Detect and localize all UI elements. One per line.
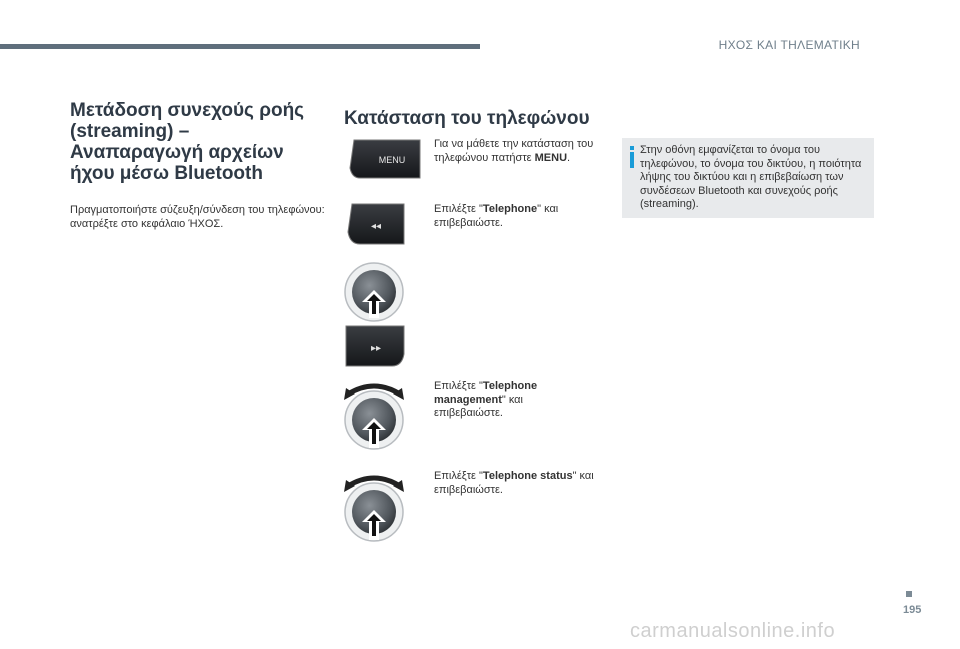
rewind-symbol: ◂◂ — [370, 221, 382, 232]
knob-rotate-press-icon — [344, 380, 410, 452]
watermark: carmanualsonline.info — [630, 620, 836, 642]
streaming-title: Μετάδοση συνεχούς ροής (streaming) – Αναπαραγωγή αρχείων ήχου μέσω Bluetooth — [70, 100, 305, 184]
step-telephone-management-text: Επιλέξτε "Telephone management" και επιβεβαιώστε. — [434, 380, 538, 419]
streaming-paragraph: Πραγματοποιήστε σύζευξη/σύνδεση του τηλεφώνου: ανατρέξτε στο κεφάλαιο ΉΧΟΣ. — [70, 204, 325, 230]
page-number: 195 — [903, 604, 922, 616]
step-menu-text: Για να μάθετε την κατάσταση του τηλεφώνου πατήστε MENU. — [434, 138, 594, 164]
page-marker — [906, 591, 912, 597]
info-icon — [630, 146, 634, 168]
step-telephone-status-text: Επιλέξτε "Telephone status" και επιβεβαιώστε. — [434, 470, 594, 496]
rewind-button-icon — [344, 202, 406, 246]
info-box — [622, 138, 874, 218]
header-bar — [0, 44, 480, 49]
phone-status-title: Κατάσταση του τηλεφώνου — [344, 108, 590, 129]
knob-press-icon — [344, 262, 406, 324]
menu-button-label: MENU — [378, 155, 406, 165]
forward-button-icon — [344, 324, 406, 368]
section-header: ΗΧΟΣ ΚΑΙ ΤΗΛΕΜΑΤΙΚΗ — [718, 38, 860, 52]
step-telephone-text: Επιλέξτε "Telephone" και επιβεβαιώστε. — [434, 203, 559, 229]
menu-button-icon — [344, 138, 424, 182]
forward-symbol: ▸▸ — [370, 343, 382, 354]
info-text: Στην οθόνη εμφανίζεται το όνομα του τηλεφώνου, το όνομα του δικτύου, η ποιότητα λήψης του δικτύου και η επιβεβαίωση των συνδέσεων Bluetooth και συνεχούς ροής (streaming). — [640, 144, 862, 210]
knob-rotate-press-icon-2 — [344, 472, 410, 544]
